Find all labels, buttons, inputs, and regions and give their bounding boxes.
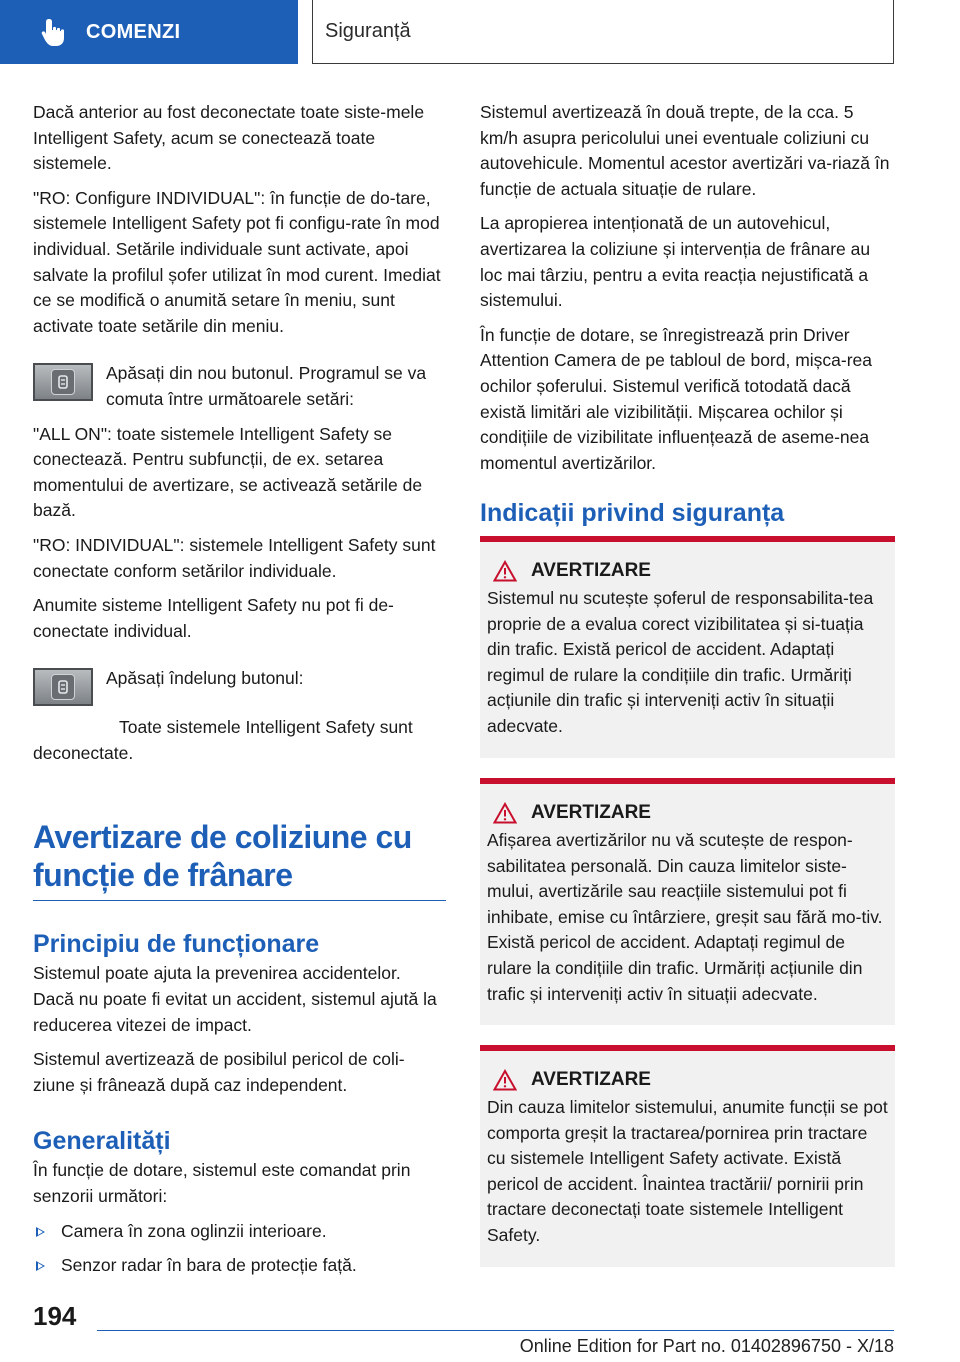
warning-box	[480, 1045, 895, 1267]
button-instruction-text: Apăsați îndelung butonul:	[106, 668, 304, 689]
triangle-bullet-icon	[36, 1227, 45, 1237]
car-safety-icon	[56, 679, 70, 695]
list-item: Camera în zona oglinzii interioare.	[33, 1219, 446, 1245]
paragraph: Dacă anterior au fost deconectate toate siste-mele Intelligent Safety, acum se conectează toate sistemele.	[33, 102, 425, 174]
paragraph: "RO: INDIVIDUAL": sistemele Intelligent Safety sunt conectate conform setărilor individuale.	[33, 534, 436, 581]
section-title: Siguranță	[312, 0, 894, 64]
car-safety-icon	[56, 374, 70, 390]
left-column	[33, 100, 446, 1288]
list-item: Senzor radar în bara de protecție față.	[33, 1253, 446, 1279]
paragraph: "ALL ON": toate sistemele Intelligent Safety se conectează. Pentru subfuncții, de ex. setarea momentului de avertizare, se activează setările de bază.	[33, 423, 423, 521]
paragraph: În funcție de dotare, sistemul este comandat prin senzorii următori:	[33, 1160, 411, 1207]
edition-note: Online Edition for Part no. 01402896750 - X/18	[519, 1336, 894, 1356]
paragraph: "RO: Configure INDIVIDUAL": în funcție de do-tare, sistemele Intelligent Safety pot fi configu-rate în mod individual. Setările individuale sunt activate, apoi salvate la profilul șofer utilizat în mod curent. Imediat ce se modifică o anumită setare în meniu, sunt activate toate setările din meniu.	[33, 187, 441, 336]
warning-box	[480, 536, 895, 758]
button-instruction	[33, 361, 446, 412]
subheading: Principiu de funcționare	[33, 930, 320, 959]
sensor-list	[33, 1219, 446, 1279]
warning-text: Din cauza limitelor sistemului, anumite funcții se pot comporta greșit la tractarea/pornirea prin tractare cu sistemele Intelligent Safety activate. Există pericol de accident. Înaintea tractării/ pornirii prin tractare deconectați toate sistemele Intelligent Safety.	[487, 1097, 888, 1245]
section-heading: Avertizare de coliziune cu funcție de frânare	[33, 819, 412, 894]
intelligent-safety-button-image	[33, 668, 93, 706]
warning-triangle-icon	[493, 802, 517, 824]
hand-pointer-icon	[40, 17, 68, 47]
button-instruction-text: Apăsați din nou butonul. Programul se va comuta între următoarele setări:	[106, 363, 427, 409]
warning-triangle-icon	[493, 560, 517, 582]
warning-title: AVERTIZARE	[531, 802, 651, 823]
paragraph: Toate sistemele Intelligent Safety sunt deconectate.	[33, 717, 413, 763]
paragraph: Anumite sisteme Intelligent Safety nu pot fi de-conectate individual.	[33, 595, 394, 641]
paragraph: Sistemul avertizează în două trepte, de la cca. 5 km/h asupra pericolului unei eventuale coliziuni cu autovehicule. Momentul acestor avertizări va-riază în funcție de actuala situație de rulare.	[480, 102, 890, 199]
warning-title: AVERTIZARE	[531, 560, 651, 581]
right-column	[480, 100, 895, 530]
warning-box	[480, 778, 895, 1025]
subheading: Generalități	[33, 1127, 171, 1156]
page-number: 194	[33, 1301, 77, 1331]
chapter-tab-label: COMENZI	[86, 20, 181, 43]
intelligent-safety-button-image	[33, 363, 93, 401]
footer-divider	[97, 1330, 894, 1331]
paragraph: La apropierea intenționată de un autovehicul, avertizarea la coliziune și intervenția de frânare au loc mai târziu, pentru a evita reacția nejustificată a sistemului.	[480, 213, 871, 311]
chapter-tab[interactable]	[0, 0, 298, 64]
warning-title: AVERTIZARE	[531, 1069, 651, 1090]
paragraph: Sistemul avertizează de posibilul pericol de coli-ziune și frânează după caz independent.	[33, 1049, 405, 1095]
paragraph: În funcție de dotare, se înregistrează prin Driver Attention Camera de pe tabloul de bord, mișca-rea ochilor șoferului. Sistemul verifică totodată dacă există limitări ale vizibilității. Mișcarea ochilor și condițiile de vizibilitate influențează de aseme-nea momentul avertizărilor.	[480, 324, 873, 473]
warning-text: Sistemul nu scutește șoferul de responsabilita-tea proprie de a evalua corect vizibilitatea și si-tuația din trafic. Există pericol de accident. Adaptați regimul de rulare la condițiile din trafic. Urmăriți acțiunile din trafic și interveniți activ în situații adecvate.	[487, 588, 874, 736]
subheading: Indicații privind siguranța	[480, 499, 785, 528]
triangle-bullet-icon	[36, 1261, 45, 1271]
warning-text: Afișarea avertizărilor nu vă scutește de respon-sabilitatea personală. Din cauza limitelor siste-mului, avertizările sau reacțiile sistemului pot fi inhibate, emise cu întârziere, greșit sau fără mo-tiv. Există pericol de accident. Adaptați regimul de rulare la condițiile din trafic. Urmăriți acțiunile din trafic și interveniți activ în situații adecvate.	[487, 830, 883, 1004]
section-heading-block	[33, 818, 446, 901]
paragraph: Sistemul poate ajuta la prevenirea accidentelor. Dacă nu poate fi evitat un accident, sistemul ajută la reducerea vitezei de impact.	[33, 963, 437, 1035]
button-instruction	[33, 666, 446, 706]
warning-triangle-icon	[493, 1069, 517, 1091]
